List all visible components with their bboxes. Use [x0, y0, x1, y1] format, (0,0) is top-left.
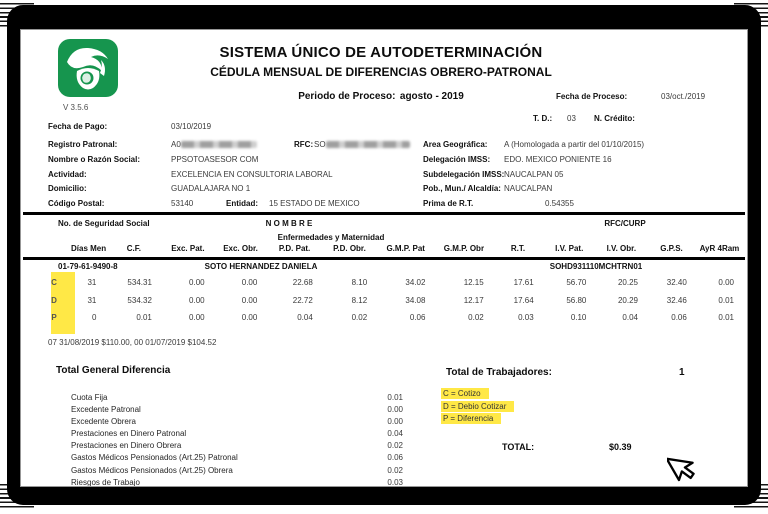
domicilio-value: GUADALAJARA NO 1: [171, 184, 251, 193]
table-cell: 20.25: [617, 278, 638, 287]
difference-item-value: 0.00: [387, 417, 403, 427]
horizontal-rule-top: [23, 212, 745, 215]
column-header: R.T.: [510, 244, 526, 253]
domicilio-label: Domicilio:: [48, 184, 87, 193]
table-column-headers: [37, 244, 743, 253]
difference-item: [71, 478, 403, 487]
table-cell: 0.01: [136, 313, 152, 323]
column-header: Exc. Obr.: [223, 244, 258, 253]
row-type-label: C: [51, 278, 57, 287]
fecha-pago-value: 03/10/2019: [171, 122, 212, 131]
table-cell: 0.03: [518, 313, 534, 323]
table-cell: 0.00: [241, 313, 258, 323]
workers-total-value: 1: [679, 367, 685, 378]
column-header: P.D. Obr.: [333, 244, 366, 253]
column-header: Días Men: [71, 244, 107, 253]
td-label: T. D.:: [533, 114, 553, 123]
difference-item-value: 0.02: [387, 441, 403, 451]
table-cell: 34.02: [405, 278, 426, 287]
total-value: $0.39: [609, 442, 632, 452]
table-cell: 0.02: [351, 313, 368, 323]
table-cell: 0.04: [297, 313, 313, 323]
registro-patronal-label: Registro Patronal:: [48, 140, 118, 149]
entidad-value: 15 ESTADO DE MEXICO: [269, 199, 360, 208]
rfc-redacted: [326, 141, 410, 148]
column-header: I.V. Pat.: [555, 244, 584, 253]
difference-item: [71, 429, 403, 441]
column-header: P.D. Pat.: [278, 244, 311, 253]
registro-patronal-redacted: [181, 141, 257, 148]
table-cell: 32.40: [666, 278, 687, 287]
enfermedades-group-header: Enfermedades y Maternidad: [277, 233, 385, 242]
table-cell: 8.12: [351, 295, 368, 305]
difference-item-label: Excedente Obrera: [71, 417, 136, 427]
employee-name: SOTO HERNANDEZ DANIELA: [204, 262, 318, 271]
column-header: G.M.P. Pat: [386, 244, 425, 253]
difference-item: [71, 393, 403, 405]
difference-item-label: Gastos Médicos Pensionados (Art.25) Patronal: [71, 453, 238, 463]
difference-item-value: 0.02: [387, 465, 403, 475]
period-label: Periodo de Proceso:: [298, 91, 396, 102]
actividad-label: Actividad:: [48, 170, 87, 179]
codigo-postal-value: 53140: [171, 199, 194, 208]
table-cell: 8.10: [351, 278, 368, 287]
table-cell: 17.64: [513, 295, 534, 305]
difference-item-value: 0.01: [387, 393, 403, 402]
table-cell: 534.32: [127, 295, 152, 305]
rfc-value: SO: [314, 140, 410, 149]
process-date-value: 03/oct./2019: [661, 92, 706, 101]
column-header: I.V. Obr.: [606, 244, 637, 253]
difference-item-label: Cuota Fija: [71, 393, 108, 402]
table-cell: 22.72: [292, 295, 313, 305]
row-type-label: D: [51, 295, 57, 305]
table-cell: 56.80: [566, 295, 587, 305]
table-cell: 0.01: [718, 295, 734, 305]
difference-item-label: Prestaciones en Dinero Obrera: [71, 441, 182, 451]
difference-item: [71, 441, 403, 453]
legend-line: C = Cotizo: [441, 388, 489, 399]
table-cell: 0.02: [468, 313, 484, 323]
registro-patronal-value: A0: [171, 140, 257, 149]
subdelegacion-label: Subdelegación IMSS:: [423, 170, 505, 179]
total-general-title: Total General Diferencia: [56, 365, 171, 376]
table-cell: 31: [87, 278, 97, 287]
table-cell: 0.10: [570, 313, 587, 323]
employee-nss: 01-79-61-9490-8: [58, 262, 118, 271]
table-cell: 12.15: [463, 278, 484, 287]
difference-item-value: 0.00: [387, 405, 403, 415]
table-cell: 31: [87, 295, 97, 305]
difference-item-value: 0.04: [387, 429, 403, 439]
horizontal-rule-header: [23, 257, 745, 260]
report-title: SISTEMA ÚNICO DE AUTODETERMINACIÓN: [219, 44, 543, 61]
municipio-label: Pob., Mun./ Alcaldía:: [423, 184, 501, 193]
table-cell: 22.68: [292, 278, 313, 287]
difference-item-label: Excedente Patronal: [71, 405, 141, 415]
table-cell: 534.31: [127, 278, 152, 287]
difference-item: [71, 466, 403, 478]
row-type-label: P: [51, 313, 57, 323]
difference-item: [71, 453, 403, 465]
column-header: Exc. Pat.: [171, 244, 205, 253]
cdp-legend: [441, 388, 514, 426]
column-header: C.F.: [126, 244, 141, 253]
municipio-value: NAUCALPAN: [504, 184, 553, 193]
table-cell: 0.04: [622, 313, 638, 323]
difference-item-value: 0.06: [387, 453, 403, 463]
difference-item-value: 0.03: [387, 477, 403, 487]
legend-line: D = Debio Cotizar: [441, 401, 514, 412]
column-header: G.M.P. Obr: [443, 244, 485, 253]
nombre-column-header: N O M B R E: [265, 219, 313, 228]
period-value: agosto - 2019: [399, 91, 464, 102]
difference-items-list: [71, 393, 403, 487]
difference-item-label: Gastos Médicos Pensionados (Art.25) Obrera: [71, 465, 233, 475]
credit-label: N. Crédito:: [594, 114, 635, 123]
td-value: 03: [567, 114, 576, 123]
column-header: G.P.S.: [660, 244, 683, 253]
difference-item: [71, 405, 403, 417]
table-cell: 0.06: [409, 313, 426, 323]
mouse-cursor-icon: [667, 450, 703, 487]
process-date-label: Fecha de Proceso:: [556, 92, 628, 101]
employee-rfc-curp: SOHD931110MCHTRN01: [549, 262, 643, 271]
nss-column-header: No. de Seguridad Social: [58, 219, 150, 228]
table-cell: 34.08: [405, 295, 426, 305]
delegacion-label: Delegación IMSS:: [423, 155, 491, 164]
table-cell: 0.00: [189, 295, 205, 305]
table-cell: 0: [91, 313, 97, 323]
prima-rt-value: 0.54355: [545, 199, 574, 208]
delegacion-value: EDO. MEXICO PONIENTE 16: [504, 155, 612, 164]
rfc-curp-column-header: RFC/CURP: [604, 219, 646, 228]
subdelegacion-value: NAUCALPAN 05: [504, 170, 564, 179]
actividad-value: EXCELENCIA EN CONSULTORIA LABORAL: [171, 170, 333, 179]
app-version: V 3.5.6: [63, 103, 89, 112]
workers-total-label: Total de Trabajadores:: [446, 367, 552, 378]
column-header: AyR 4Ram: [699, 244, 740, 253]
total-label: TOTAL:: [502, 442, 535, 452]
table-cell: 0.00: [241, 295, 258, 305]
razon-social-value: PPSOTOASESOR COM: [171, 155, 259, 164]
prima-rt-label: Prima de R.T.: [423, 199, 474, 208]
table-cell: 32.46: [666, 295, 687, 305]
codigo-postal-label: Código Postal:: [48, 199, 105, 208]
table-cell: 56.70: [566, 278, 587, 287]
legend-line: P = Diferencia: [441, 413, 501, 424]
difference-item-label: Riesgos de Trabajo: [71, 477, 140, 487]
rfc-label: RFC:: [294, 140, 314, 149]
difference-item: [71, 417, 403, 429]
razon-social-label: Nombre o Razón Social:: [48, 155, 141, 164]
area-geografica-label: Area Geográfica:: [423, 140, 488, 149]
sua-report-page: [20, 29, 748, 487]
imss-logo-icon: [57, 38, 119, 103]
table-cell: 0.06: [671, 313, 687, 323]
table-cell: 17.61: [513, 278, 534, 287]
cdp-rows: [37, 278, 743, 331]
table-cell: 0.00: [189, 278, 205, 287]
entidad-label: Entidad:: [226, 199, 258, 208]
fecha-pago-label: Fecha de Pago:: [48, 122, 108, 131]
salary-history-note: 07 31/08/2019 $110.00, 00 01/07/2019 $104.52: [48, 338, 217, 347]
table-cell: 0.00: [718, 278, 734, 287]
table-cell: 20.29: [617, 295, 638, 305]
difference-item-label: Prestaciones en Dinero Patronal: [71, 429, 187, 439]
table-cell: 0.00: [241, 278, 258, 287]
area-geografica-value: A (Homologada a partir del 01/10/2015): [504, 140, 645, 149]
table-cell: 0.00: [189, 313, 205, 323]
table-cell: 0.01: [718, 313, 734, 323]
table-cell: 12.17: [463, 295, 484, 305]
report-subtitle: CÉDULA MENSUAL DE DIFERENCIAS OBRERO-PATRONAL: [210, 65, 552, 79]
